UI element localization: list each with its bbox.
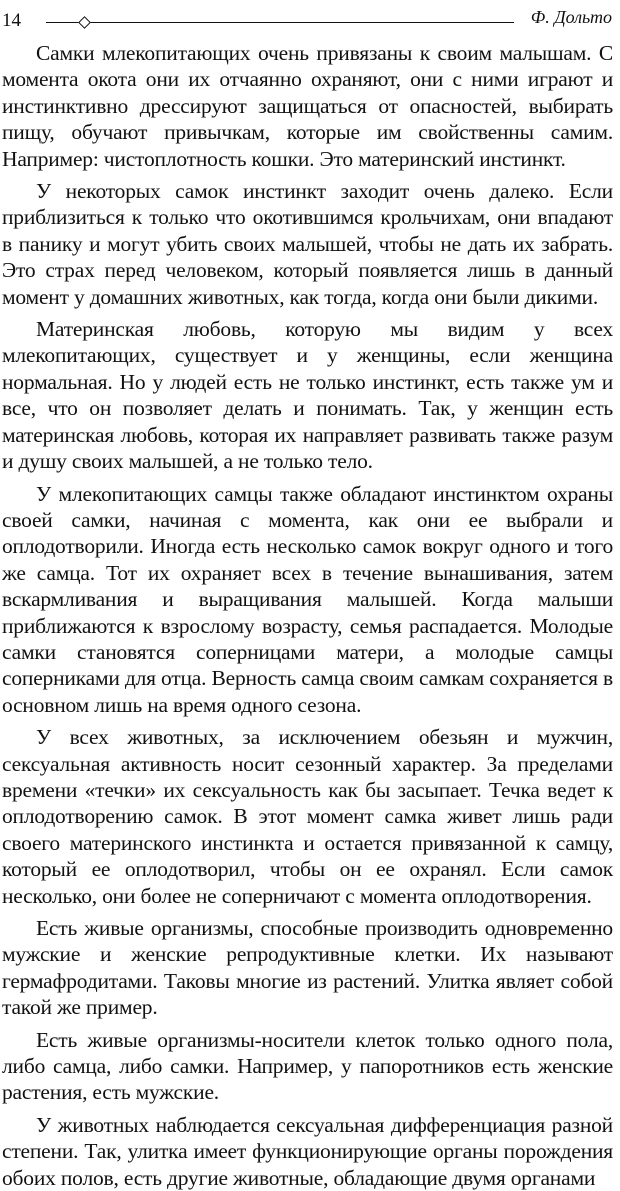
diamond-ornament-icon [78,16,91,29]
body-text [2,40,613,1191]
page-header [0,0,620,40]
paragraph: Материнская любовь, которую мы видим у всех млекопитающих, существует и у женщины, если женщина нормальная. Но у людей есть не только инстинкт, есть также ум и все, что он позволяет делать и понимать. Так, у женщин есть материнская любовь, которая их направляет развивать также разум и душу своих малышей, а не только тело. [2,317,613,474]
paragraph: У некоторых самок инстинкт заходит очень далеко. Если приблизиться к только что окотившимся крольчихам, они впадают в панику и могут убить своих малышей, чтобы не дать их забрать. Это страх перед человеком, который появляется лишь в данный момент у домашних животных, как тогда, когда они были дикими. [2,179,613,309]
paragraph: Есть живые организмы, способные производить одновременно мужские и женские репродуктивные клетки. Их называют гермафродитами. Таковы многие из растений. Улитка являет собой такой же пример. [2,916,613,1020]
paragraph: У животных наблюдается сексуальная дифференциация разной степени. Так, улитка имеет функционирующие органы порождения обоих полов, есть другие животные, обладающие двумя органами [2,1112,613,1190]
running-head-author: Ф. Дольто [530,7,612,27]
paragraph: У всех животных, за исключением обезьян и мужчин, сексуальная активность носит сезонный характер. За пределами времени «течки» их сексуальность как бы засыпает. Течка ведет к оплодотворению самок. В этот момент самка живет лишь ради своего материнского инстинкта и остается привязанной к самцу, который ее оплодотворил, чтобы он ее охранял. Если самок несколько, они более не соперничают с момента оплодотворения. [2,725,613,908]
page-number: 14 [2,10,21,31]
header-rule [46,22,514,23]
paragraph: Самки млекопитающих очень привязаны к своим малышам. С момента окота они их отчаянно охраняют, они с ними играют и инстинктивно дрессируют защищаться от опасностей, выбирать пищу, обучают привычкам, которые им свойственны самим. Например: чистоплотность кошки. Это материнский инстинкт. [2,41,613,171]
paragraph: Есть живые организмы-носители клеток только одного пола, либо самца, либо самки. Например, у папоротников есть женские растения, есть мужские. [2,1027,613,1105]
paragraph: У млекопитающих самцы также обладают инстинктом охраны своей самки, начиная с момента, как они ее выбрали и оплодотворили. Иногда есть несколько самок вокруг одного и того же самца. Тот их охраняет всех в течение вынашивания, затем вскармливания и выращивания малышей. Когда малыши приближаются к взрослому возрасту, семья распадается. Молодые самки становятся соперницами матери, а молодые самцы соперниками для отца. Верность самца своим самкам сохраняется в основном лишь на время одного сезона. [2,481,613,717]
